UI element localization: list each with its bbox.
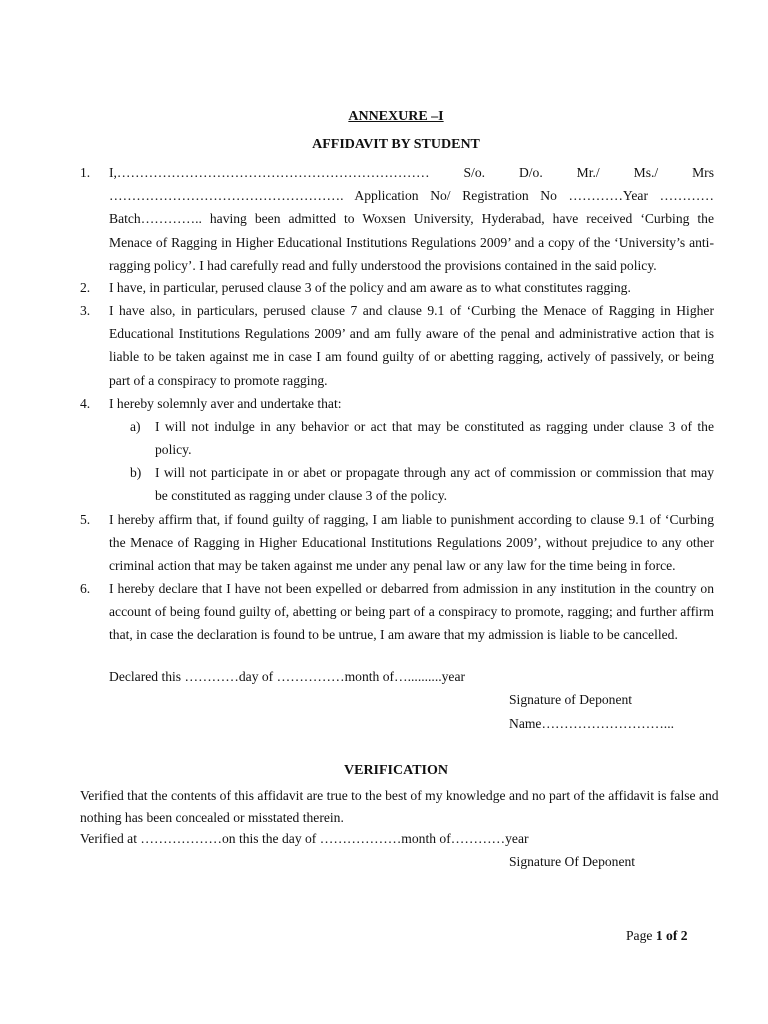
clause-number: 4. [80, 396, 91, 411]
clause-line: ragging policy’. I had carefully read and fully understood the provisions contained in the said policy. [109, 257, 657, 273]
verification-heading: VERIFICATION [344, 763, 448, 778]
clause-4b [130, 461, 714, 507]
clause-number: 6. [80, 581, 91, 596]
page-number-of: of [662, 928, 681, 943]
subclause-letter: a) [130, 419, 141, 434]
clause-number: 5. [80, 512, 91, 527]
page-number [626, 928, 688, 944]
clause-number: 3. [80, 303, 91, 318]
affidavit-title: AFFIDAVIT BY STUDENT [312, 137, 480, 152]
deponent-name-line: Name………………………... [509, 716, 674, 731]
clause-text: I hereby declare that I have not been expelled or debarred from admission in any institution in the country on account of being found guilty of, abetting or being part of a conspiracy to promote, ragging; and further affirm that, in case the declaration is found to be untrue, I am aware that my admission is liable to be cancelled. [109, 581, 714, 643]
subclause-text: I will not indulge in any behavior or act that may be constituted as ragging under clause 3 of the policy. [155, 419, 714, 458]
clause-text [109, 161, 714, 277]
clause-4a [130, 415, 714, 461]
clause-4 [80, 392, 714, 415]
deponent-signature-label: Signature of Deponent [509, 692, 633, 707]
clause-line: Menace of Ragging in Higher Educational Institutions Regulations 2009’ and a copy of the ‘University’s anti- [109, 234, 714, 250]
page-number-prefix: Page [626, 928, 656, 943]
clause-line: ……………………………………………. Application No/ Registration No …………Year ………… [109, 188, 714, 204]
clause-text: I hereby solemnly aver and undertake that: [109, 396, 342, 411]
subclause-text: I will not participate in or abet or propagate through any act of commission or commission that may be constituted as ragging under clause 3 of the policy. [155, 465, 714, 504]
clause-5 [80, 508, 714, 578]
verification-text: Verified that the contents of this affidavit are true to the best of my knowledge and no part of the affidavit is false and nothing has been concealed or misstated therein. [80, 788, 719, 825]
clause-line: I,…………………………………………………………… S/o. D/o. Mr./ Ms./ Mrs [109, 165, 714, 180]
clause-text: I have, in particular, perused clause 3 of the policy and am aware as to what constitutes ragging. [109, 280, 631, 295]
clause-2 [80, 276, 714, 299]
page-number-total: 2 [680, 928, 688, 943]
verification-signature-label: Signature Of Deponent [509, 854, 636, 869]
clause-3 [80, 299, 714, 392]
annexure-heading: ANNEXURE –I [348, 109, 444, 124]
clause-number: 2. [80, 280, 91, 295]
clause-text: I hereby affirm that, if found guilty of ragging, I am liable to punishment according to clause 9.1 of ‘Curbing the Menace of Ragging in Higher Educational Institutions Regulations 2009’, without prejudice to any other criminal action that may be taken against me under any penal law or any law for the time being in force. [109, 512, 714, 574]
declaration-date-line: Declared this …………day of ……………month of…..........year [109, 669, 466, 684]
page-number-current: 1 [655, 928, 663, 943]
clause-1 [80, 161, 714, 277]
clause-6 [80, 577, 714, 647]
clause-number: 1. [80, 165, 91, 180]
clause-line: Batch………….. having been admitted to Woxsen University, Hyderabad, have received ‘Curbing the [109, 211, 714, 227]
clause-text: I have also, in particulars, perused clause 7 and clause 9.1 of ‘Curbing the Menace of Ragging in Higher Educational Institutions Regulations 2009’ and am fully aware of the penal and administrative action that is liable to be taken against me in case I am found guilty of or abetting ragging, actively of passively, or being part of a conspiracy to promote ragging. [109, 303, 714, 388]
verification-place-date-line: Verified at ………………on this the day of ………………month of…………year [80, 831, 529, 846]
subclause-letter: b) [130, 465, 142, 480]
